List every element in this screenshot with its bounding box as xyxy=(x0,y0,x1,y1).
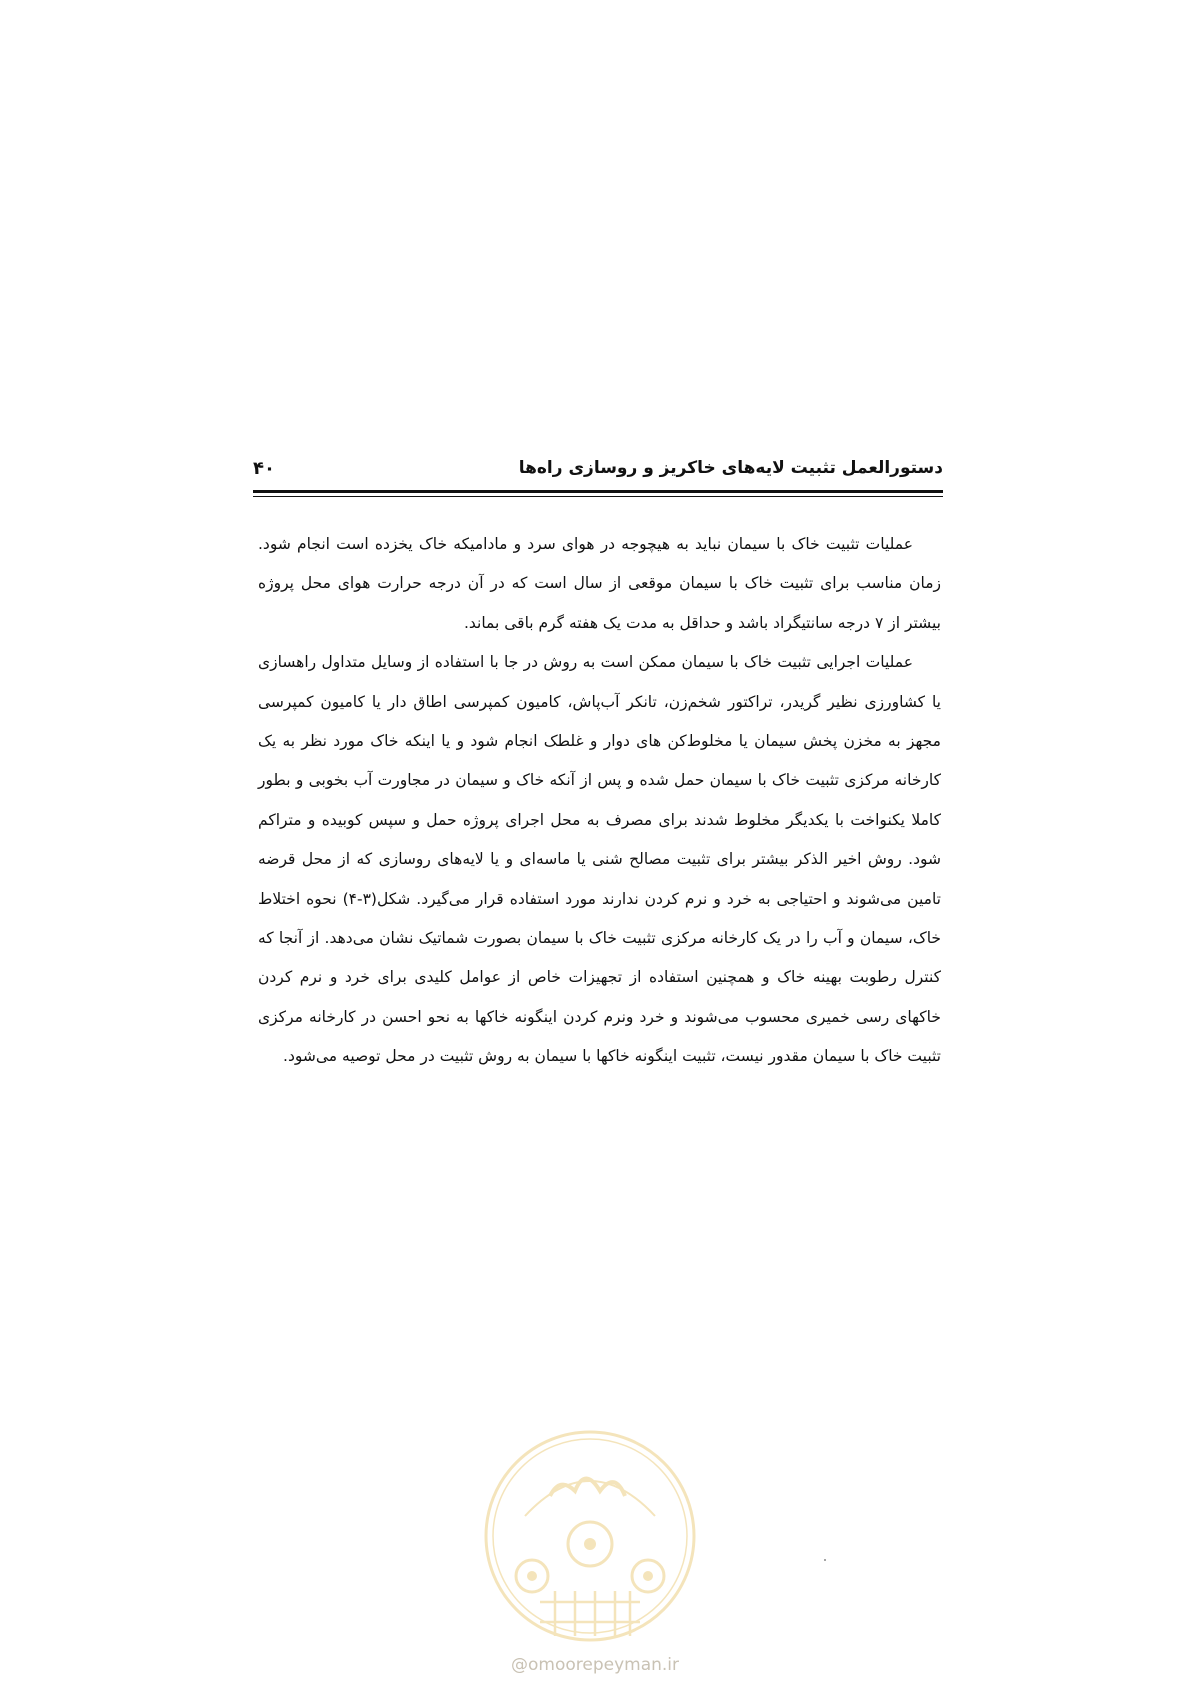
header-rule-thin xyxy=(253,496,943,497)
watermark-logo xyxy=(480,1426,700,1646)
paragraph-1: عملیات تثبیت خاک با سیمان نباید به هیچوجه در هوای سرد و مادامیکه خاک یخزده است انجام شود. زمان مناسب برای تثبیت خاک با سیمان موقعی از سال است که در آن درجه حرارت هوای محل پروژه بیشتر از ۷ درجه سانتیگراد باشد و حداقل به مدت یک هفته گرم باقی بماند. xyxy=(258,535,941,632)
header-rule-thick xyxy=(253,490,943,493)
watermark-url: @omoorepeyman.ir xyxy=(510,1655,680,1675)
paragraph-2: عملیات اجرایی تثبیت خاک با سیمان ممکن است به روش در جا با استفاده از وسایل متداول راهسازی یا کشاورزی نظیر گریدر، تراکتور شخم‌زن، تانکر آب‌پاش، کامیون کمپرسی اطاق دار یا کامیون کمپرسی مجهز به مخزن پخش سیمان یا مخلوط‌کن های دوار و غلطک انجام شود و یا اینکه خاک مورد نظر به یک کارخانه مرکزی تثبیت خاک با سیمان حمل شده و پس از آنکه خاک و سیمان در مجاورت آب بخوبی و بطور کاملا یکنواخت با یکدیگر مخلوط شدند برای مصرف به محل اجرای پروژه حمل و سپس کوبیده و متراکم شود. روش اخیر الذکر بیشتر برای تثبیت مصالح شنی یا ماسه‌ای و یا لایه‌های روسازی که از محل قرضه تامین می‌شوند و احتیاجی به خرد و نرم کردن ندارند مورد استفاده قرار می‌گیرد. شکل(۳-۴) نحوه اختلاط خاک، سیمان و آب را در یک کارخانه مرکزی تثبیت خاک با سیمان بصورت شماتیک نشان می‌دهد. از آنجا که کنترل رطوبت بهینه خاک و همچنین استفاده از تجهیزات خاص از عوامل کلیدی برای خرد و نرم کردن خاکهای رسی خمیری محسوب می‌شوند و خرد ونرم کردن اینگونه خاکها به نحو احسن در کارخانه مرکزی تثبیت خاک با سیمان مقدور نیست، تثبیت اینگونه خاکها با سیمان به روش تثبیت در محل توصیه می‌شود. xyxy=(258,653,941,1066)
body-text xyxy=(258,525,941,1077)
running-header xyxy=(253,452,943,492)
header-title: دستورالعمل تثبیت لایه‌های خاکریز و روسازی راه‌ها xyxy=(518,458,943,478)
page-number: ۴۰ xyxy=(253,458,275,479)
scan-speck xyxy=(824,1559,826,1561)
